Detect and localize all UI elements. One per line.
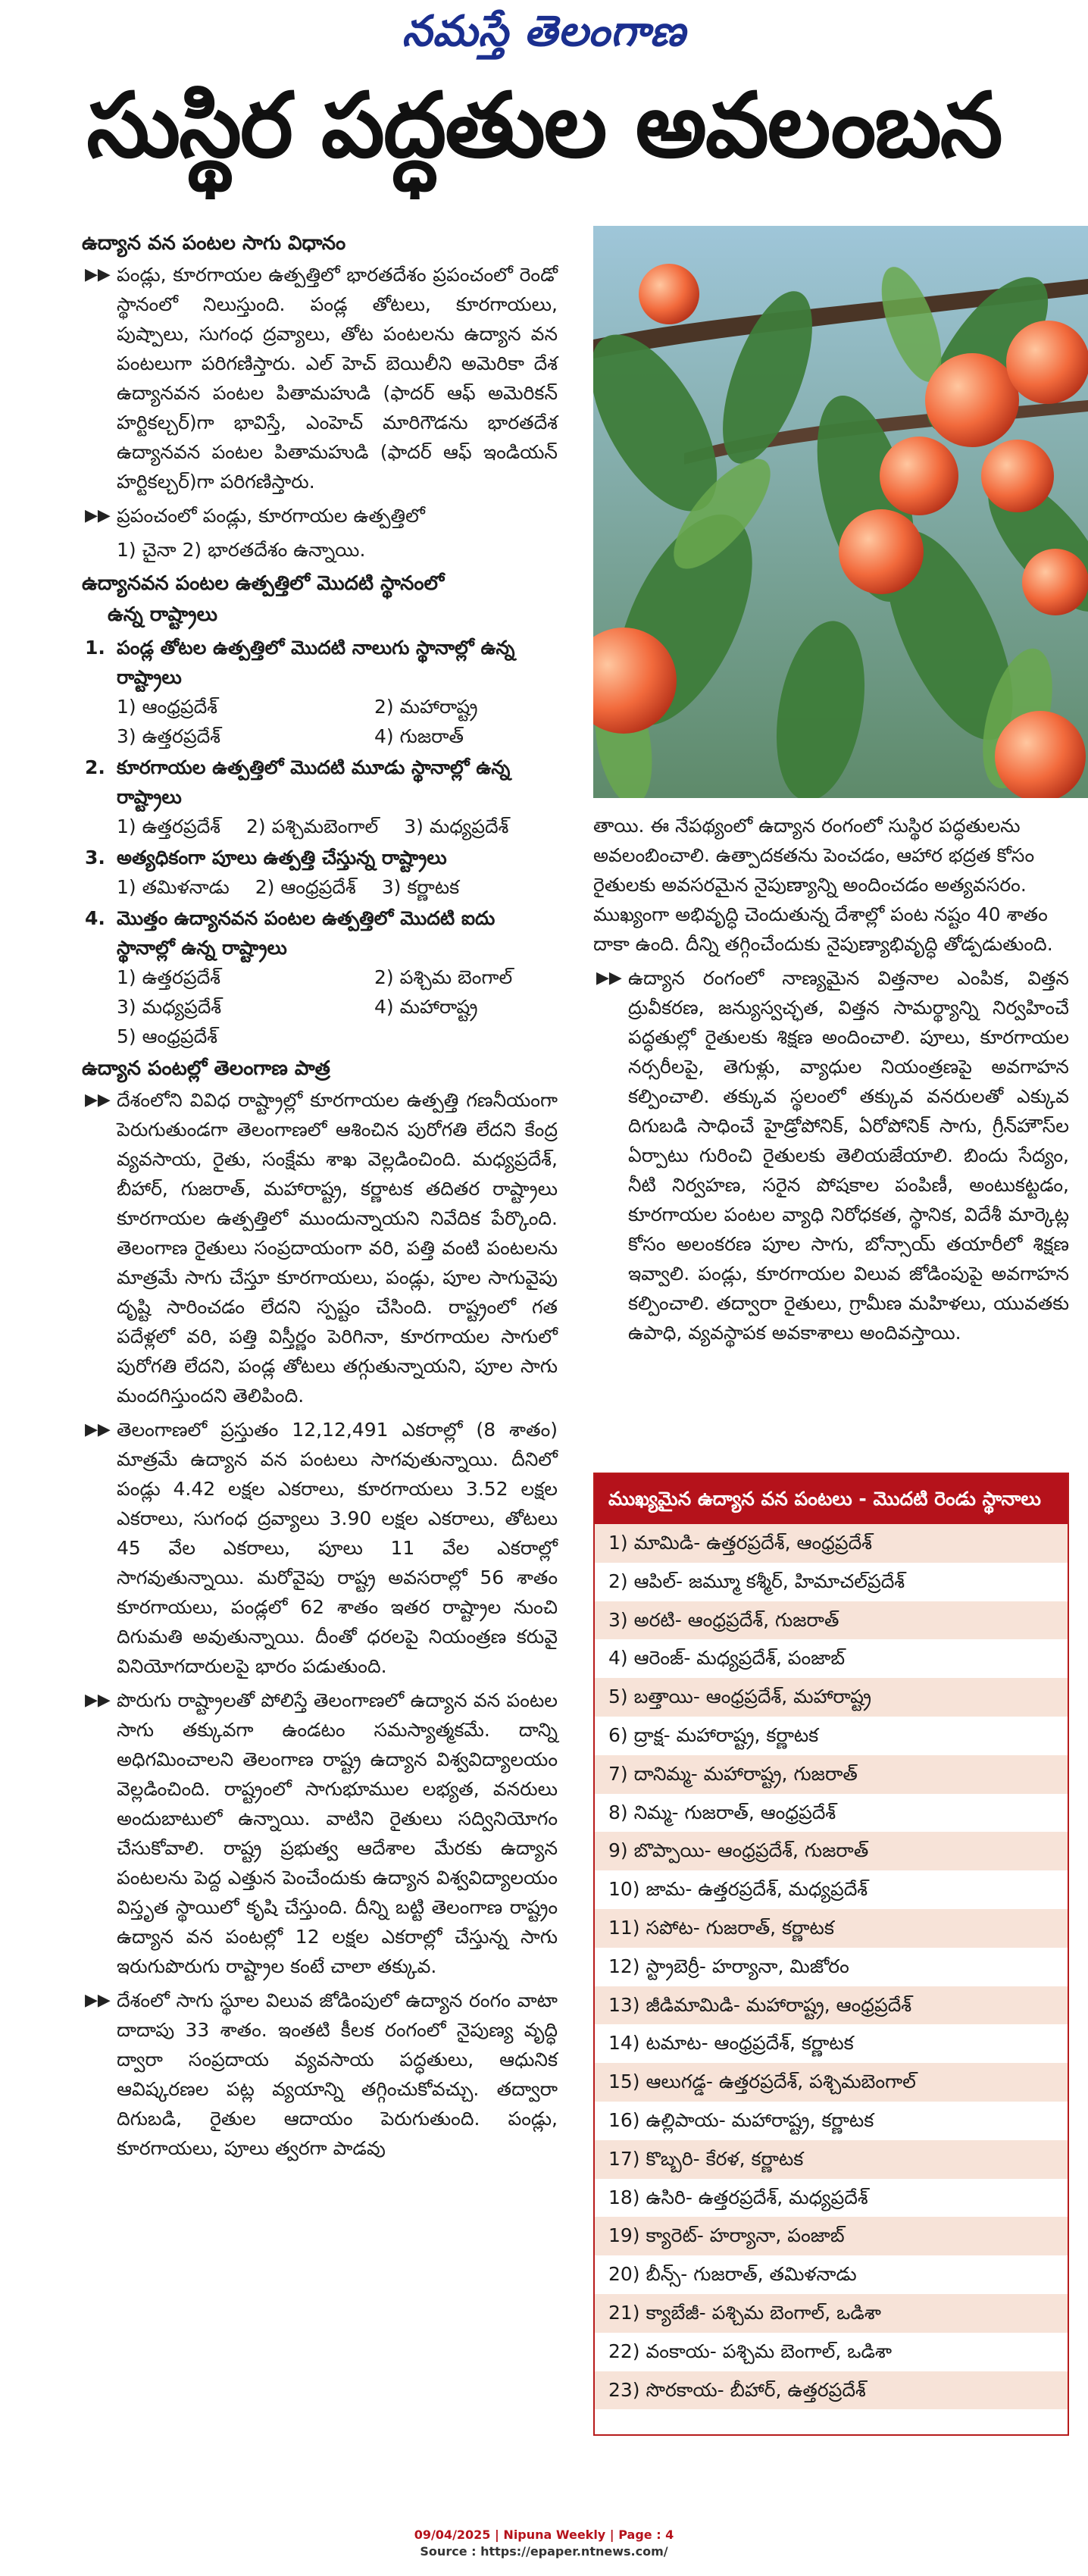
list-item: 1) ఆంధ్రప్రదేశ్ bbox=[117, 696, 218, 718]
table-row: 16) ఉల్లిపాయ- మహారాష్ట్ర, కర్ణాటక bbox=[595, 2102, 1068, 2140]
paragraph-text: దేశంలోని వివిధ రాష్ట్రాల్లో కూరగాయల ఉత్పత్తి గణనీయంగా పెరుగుతుండగా తెలంగాణలో ఆశించిన పురోగతి లేదని కేంద్ర వ్యవసాయ, రైతు, సంక్షేమ శాఖ వెల్లడించింది. మధ్యప్రదేశ్, బీహార్, గుజరాత్, మహారాష్ట్ర, కర్ణాటక తదితర రాష్ట్రాలు కూరగాయల ఉత్పత్తిలో ముందున్నాయని నివేదిక పేర్కొంది. తెలంగాణ రైతులు సంప్రదాయంగా వరి, పత్తి వంటి పంటలను మాత్రమే సాగు చేస్తూ కూరగాయలు, పండ్లు, పూల సాగువైపు దృష్టి సారించడం లేదని స్పష్టం చేసింది. రాష్ట్రంలో గత పదేళ్లలో వరి, పత్తి విస్తీర్ణం పెరిగినా, కూరగాయల సాగులో పురోగతి లేదని, పండ్ల తోటలు తగ్గుతున్నాయని, పూల సాగు మందగిస్తుందని తెలిపింది. bbox=[117, 1089, 558, 1407]
list-item: 1) ఉత్తరప్రదేశ్ bbox=[117, 815, 221, 837]
table-row: 18) ఉసిరి- ఉత్తరప్రదేశ్, మధ్యప్రదేశ్ bbox=[595, 2179, 1068, 2218]
list-item: 4) మహారాష్ట్ర bbox=[374, 996, 478, 1018]
paragraph bbox=[82, 1986, 558, 2163]
list-item: 4) గుజరాత్ bbox=[374, 725, 464, 747]
numbered-item bbox=[82, 753, 558, 812]
list-item: 1) తమిళనాడు bbox=[117, 876, 230, 898]
table-row: 1) మామిడి- ఉత్తరప్రదేశ్, ఆంధ్రప్రదేశ్ bbox=[595, 1524, 1068, 1563]
numbered-item bbox=[82, 633, 558, 692]
item-number: 1. bbox=[85, 637, 105, 659]
list-item: 3) మధ్యప్రదేశ్ bbox=[117, 996, 222, 1018]
table-row: 20) బీన్స్- గుజరాత్, తమిళనాడు bbox=[595, 2255, 1068, 2294]
paragraph-text: దేశంలో సాగు స్థూల విలువ జోడింపులో ఉద్యాన రంగం వాటా దాదాపు 33 శాతం. ఇంతటి కీలక రంగంలో నైపుణ్య వృద్ధి ద్వారా సంప్రదాయ వ్యవసాయ పద్ధతులు, ఆధునిక ఆవిష్కరణల పట్ల వ్యయాన్ని తగ్గించుకోవచ్చు. తద్వారా దిగుబడి, రైతుల ఆదాయం పెరుగుతుంది. పండ్లు, కూరగాయలు, పూలు త్వరగా పాడవు bbox=[117, 1989, 558, 2159]
bullet-arrow-icon: ▶▶ bbox=[85, 265, 111, 284]
table-row: 10) జామ- ఉత్తరప్రదేశ్, మధ్యప్రదేశ్ bbox=[595, 1870, 1068, 1909]
list-item: 2) పశ్చిమబెంగాల్ bbox=[245, 815, 379, 837]
bullet-arrow-icon: ▶▶ bbox=[85, 1991, 111, 2010]
paragraph bbox=[82, 1085, 558, 1410]
paragraph bbox=[593, 963, 1069, 1347]
page-headline: సుస్థిర పద్ధతుల అవలంబన bbox=[86, 73, 1002, 177]
table-row: 3) అరటి- ఆంధ్రప్రదేశ్, గుజరాత్ bbox=[595, 1601, 1068, 1640]
section-title: ఉద్యాన పంటల్లో తెలంగాణ పాత్ర bbox=[82, 1057, 330, 1080]
numbered-item bbox=[82, 903, 558, 962]
section-title: ఉద్యానవన పంటల ఉత్పత్తిలో మొదటి స్థానంలో bbox=[82, 572, 445, 595]
table-row: 11) సపోట- గుజరాత్, కర్ణాటక bbox=[595, 1909, 1068, 1948]
crops-table bbox=[593, 1473, 1069, 2436]
list-item: 5) ఆంధ్రప్రదేశ్ bbox=[117, 1025, 218, 1047]
item-text: కూరగాయల ఉత్పత్తిలో మొదటి మూడు స్థానాల్లో ఉన్న రాష్ట్రాలు bbox=[117, 756, 511, 808]
table-row: 22) వంకాయ- పశ్చిమ బెంగాల్, ఒడిశా bbox=[595, 2333, 1068, 2371]
table-row: 23) సొరకాయ- బీహార్, ఉత్తరప్రదేశ్ bbox=[595, 2371, 1068, 2410]
table-row: 5) బత్తాయి- ఆంధ్రప్రదేశ్, మహారాష్ట్ర bbox=[595, 1678, 1068, 1717]
table-row: 7) దానిమ్మ- మహారాష్ట్ర, గుజరాత్ bbox=[595, 1755, 1068, 1794]
bullet-arrow-icon: ▶▶ bbox=[596, 969, 622, 988]
table-row: 13) జీడిమామిడి- మహారాష్ట్ర, ఆంధ్రప్రదేశ్ bbox=[595, 1986, 1068, 2025]
crops-table-body bbox=[595, 1524, 1068, 2409]
section-title-continued: ఉన్న రాష్ట్రాలు bbox=[108, 603, 218, 626]
paragraph bbox=[82, 1415, 558, 1681]
table-row: 9) బొప్పాయి- ఆంధ్రప్రదేశ్, గుజరాత్ bbox=[595, 1832, 1068, 1870]
numbered-item bbox=[82, 843, 558, 872]
footer-source-link[interactable]: Source : https://epaper.ntnews.com/ bbox=[420, 2544, 668, 2559]
table-row: 12) స్ట్రాబెర్రీ- హర్యానా, మిజోరం bbox=[595, 1948, 1068, 1986]
table-row: 15) ఆలుగడ్డ- ఉత్తరప్రదేశ్, పశ్చిమబెంగాల్ bbox=[595, 2063, 1068, 2102]
page-footer bbox=[0, 2527, 1088, 2560]
bullet-arrow-icon: ▶▶ bbox=[85, 1091, 111, 1110]
table-row: 2) ఆపిల్- జమ్మూ కశ్మీర్, హిమాచల్‌ప్రదేశ్ bbox=[595, 1563, 1068, 1601]
paragraph bbox=[82, 501, 558, 531]
paragraph-text: తాయి. ఈ నేపథ్యంలో ఉద్యాన రంగంలో సుస్థిర పద్ధతులను అవలంబించాలి. ఉత్పాదకతను పెంచడం, ఆహార భద్రత కోసం రైతులకు అవసరమైన నైపుణ్యాన్ని అందించడం అత్యవసరం. ముఖ్యంగా అభివృద్ధి చెందుతున్న దేశాల్లో పంట నష్టం 40 శాతం దాకా ఉంది. దీన్ని తగ్గించేందుకు నైపుణ్యాభివృద్ధి తోడ్పడుతుంది. bbox=[593, 815, 1053, 955]
table-row: 17) కొబ్బరి- కేరళ, కర్ణాటక bbox=[595, 2140, 1068, 2179]
fruit-tree-photo bbox=[593, 226, 1088, 798]
list-item: 2) మహారాష్ట్ర bbox=[374, 696, 478, 718]
table-row: 21) క్యాబేజీ- పశ్చిమ బెంగాల్, ఒడిశా bbox=[595, 2294, 1068, 2333]
left-column bbox=[82, 226, 558, 2168]
table-row: 14) టమాట- ఆంధ్రప్రదేశ్, కర్ణాటక bbox=[595, 2024, 1068, 2063]
bullet-arrow-icon: ▶▶ bbox=[85, 1691, 111, 1710]
table-row: 8) నిమ్మ- గుజరాత్, ఆంధ్రప్రదేశ్ bbox=[595, 1794, 1068, 1833]
paragraph-text: ప్రపంచంలో పండ్లు, కూరగాయల ఉత్పత్తిలో bbox=[117, 505, 425, 527]
state-list bbox=[82, 812, 558, 841]
item-text: అత్యధికంగా పూలు ఉత్పత్తి చేస్తున్న రాష్ట్రాలు bbox=[117, 847, 447, 869]
table-row: 6) ద్రాక్ష- మహారాష్ట్ర, కర్ణాటక bbox=[595, 1717, 1068, 1755]
paragraph-text: 1) చైనా 2) భారతదేశం ఉన్నాయి. bbox=[117, 539, 366, 561]
list-item: 3) కర్ణాటక bbox=[381, 876, 460, 898]
list-item: 2) ఆంధ్రప్రదేశ్ bbox=[255, 876, 356, 898]
masthead-logo: నమస్తే తెలంగాణ bbox=[402, 6, 686, 56]
crops-table-title: ముఖ్యమైన ఉద్యాన వన పంటలు - మొదటి రెండు స్థానాలు bbox=[595, 1474, 1068, 1524]
paragraph-text: ఉద్యాన రంగంలో నాణ్యమైన విత్తనాల ఎంపిక, విత్తన ద్రువీకరణ, జన్యుస్వచ్ఛత, విత్తన సామర్థ్యాన్ని నిర్వహించే పద్ధతుల్లో రైతులకు శిక్షణ అందించాలి. పూలు, కూరగాయల నర్సరీలపై, తెగుళ్లు, వ్యాధుల నియంత్రణపై అవగాహన కల్పించాలి. తక్కువ స్థలంలో తక్కువ వనరులతో ఎక్కువ దిగుబడి సాధించే హైడ్రోపోనిక్, ఏరోపోనిక్ సాగు, గ్రీన్‌హౌస్‌ల ఏర్పాటు గురించి రైతులకు తెలియజేయాలి. బిందు సేద్యం, నీటి నిర్వహణ, సరైన పోషకాల పంపిణీ, అంటుకట్టడం, కూరగాయల పంటల వ్యాధి నిరోధకత, స్థానిక, విదేశీ మార్కెట్ల కోసం అలంకరణ పూల సాగు, బోన్సాయ్ తయారీలో శిక్షణ ఇవ్వాలి. పండ్లు, కూరగాయల విలువ జోడింపుపై అవగాహన కల్పించాలి. తద్వారా రైతులు, గ్రామీణ మహిళలు, యువతకు ఉపాధి, వ్యవస్థాపక అవకాశాలు అందివస్తాయి. bbox=[628, 967, 1069, 1344]
paragraph bbox=[82, 1686, 558, 1981]
item-number: 2. bbox=[85, 756, 105, 778]
list-item: 3) ఉత్తరప్రదేశ్ bbox=[117, 725, 221, 747]
right-column bbox=[593, 811, 1069, 1352]
list-item: 1) ఉత్తరప్రదేశ్ bbox=[117, 966, 221, 988]
item-number: 4. bbox=[85, 907, 105, 929]
list-item: 3) మధ్యప్రదేశ్ bbox=[404, 815, 509, 837]
paragraph-text: పండ్లు, కూరగాయల ఉత్పత్తిలో భారతదేశం ప్రపంచంలో రెండో స్థానంలో నిలుస్తుంది. పండ్ల తోటలు, కూరగాయలు, పుష్పాలు, సుగంధ ద్రవ్యాలు, తోట పంటలను ఉద్యాన వన పంటలుగా పరిగణిస్తారు. ఎల్ హెచ్ బెయిలీని అమెరికా దేశ ఉద్యానవన పంటల పితామహుడి (ఫాదర్ ఆఫ్ అమెరికన్ హర్టికల్చర్)గా భావిస్తే, ఎంహెచ్ మారిగౌడను భారతదేశ ఉద్యానవన పంటల పితామహుడి (ఫాదర్ ఆఫ్ ఇండియన్ హర్టికల్చర్)గా పరిగణిస్తారు. bbox=[117, 264, 558, 493]
table-row: 4) ఆరెంజ్- మధ్యప్రదేశ్, పంజాబ్ bbox=[595, 1639, 1068, 1678]
paragraph bbox=[82, 260, 558, 496]
state-list bbox=[82, 692, 558, 751]
paragraph-text: తెలంగాణలో ప్రస్తుతం 12,12,491 ఎకరాల్లో (8 శాతం) మాత్రమే ఉద్యాన వన పంటలు సాగవుతున్నాయి. దీనిలో పండ్లు 4.42 లక్షల ఎకరాలు, కూరగాయలు 3.52 లక్షల ఎకరాలు, సుగంధ ద్రవ్యాలు 3.90 లక్షల ఎకరాలు, తోటలు 45 వేల ఎకరాలు, పూలు 11 వేల ఎకరాల్లో సాగవుతున్నాయి. మరోవైపు రాష్ట్ర అవసరాల్లో 56 శాతం కూరగాయలు, పండ్లలో 62 శాతం ఇతర రాష్ట్రాల నుంచి దిగుమతి అవుతున్నాయి. దీంతో ధరలపై నియంత్రణ కరువై వినియోగదారులపై భారం పడుతుంది. bbox=[117, 1419, 558, 1677]
item-number: 3. bbox=[85, 847, 105, 869]
item-text: మొత్తం ఉద్యానవన పంటల ఉత్పత్తిలో మొదటి ఐదు స్థానాల్లో ఉన్న రాష్ట్రాలు bbox=[117, 907, 496, 959]
footer-date-line: 09/04/2025 | Nipuna Weekly | Page : 4 bbox=[414, 2527, 674, 2542]
item-text: పండ్ల తోటల ఉత్పత్తిలో మొదటి నాలుగు స్థానాల్లో ఉన్న రాష్ట్రాలు bbox=[117, 637, 515, 688]
paragraph-text: పొరుగు రాష్ట్రాలతో పోలిస్తే తెలంగాణలో ఉద్యాన వన పంటల సాగు తక్కువగా ఉండటం సమస్యాత్మకమే. దాన్ని అధిగమించాలని తెలంగాణ రాష్ట్ర ఉద్యాన విశ్వవిద్యాలయం వెల్లడించింది. రాష్ట్రంలో సాగుభూముల లభ్యత, వనరులు అందుబాటులో ఉన్నాయి. వాటిని రైతులు సద్వినియోగం చేసుకోవాలి. రాష్ట్ర ప్రభుత్వ ఆదేశాల మేరకు ఉద్యాన పంటలను పెద్ద ఎత్తున పెంచేందుకు ఉద్యాన విశ్వవిద్యాలయం విస్తృత స్థాయిలో కృషి చేస్తుంది. దీన్ని బట్టి తెలంగాణ రాష్ట్రం ఉద్యాన వన పంటల్లో 12 లక్షల ఎకరాల్లో చేస్తున్న సాగు ఇరుగుపొరుగు రాష్ట్రాల కంటే చాలా తక్కువ. bbox=[117, 1689, 558, 1977]
bullet-arrow-icon: ▶▶ bbox=[85, 506, 111, 525]
state-list bbox=[82, 962, 558, 1051]
bullet-arrow-icon: ▶▶ bbox=[85, 1420, 111, 1439]
section-title: ఉద్యాన వన పంటల సాగు విధానం bbox=[82, 232, 346, 255]
table-row: 19) క్యారెట్- హర్యానా, పంజాబ్ bbox=[595, 2217, 1068, 2255]
list-item: 2) పశ్చిమ బెంగాల్ bbox=[374, 966, 513, 988]
state-list bbox=[82, 872, 558, 902]
